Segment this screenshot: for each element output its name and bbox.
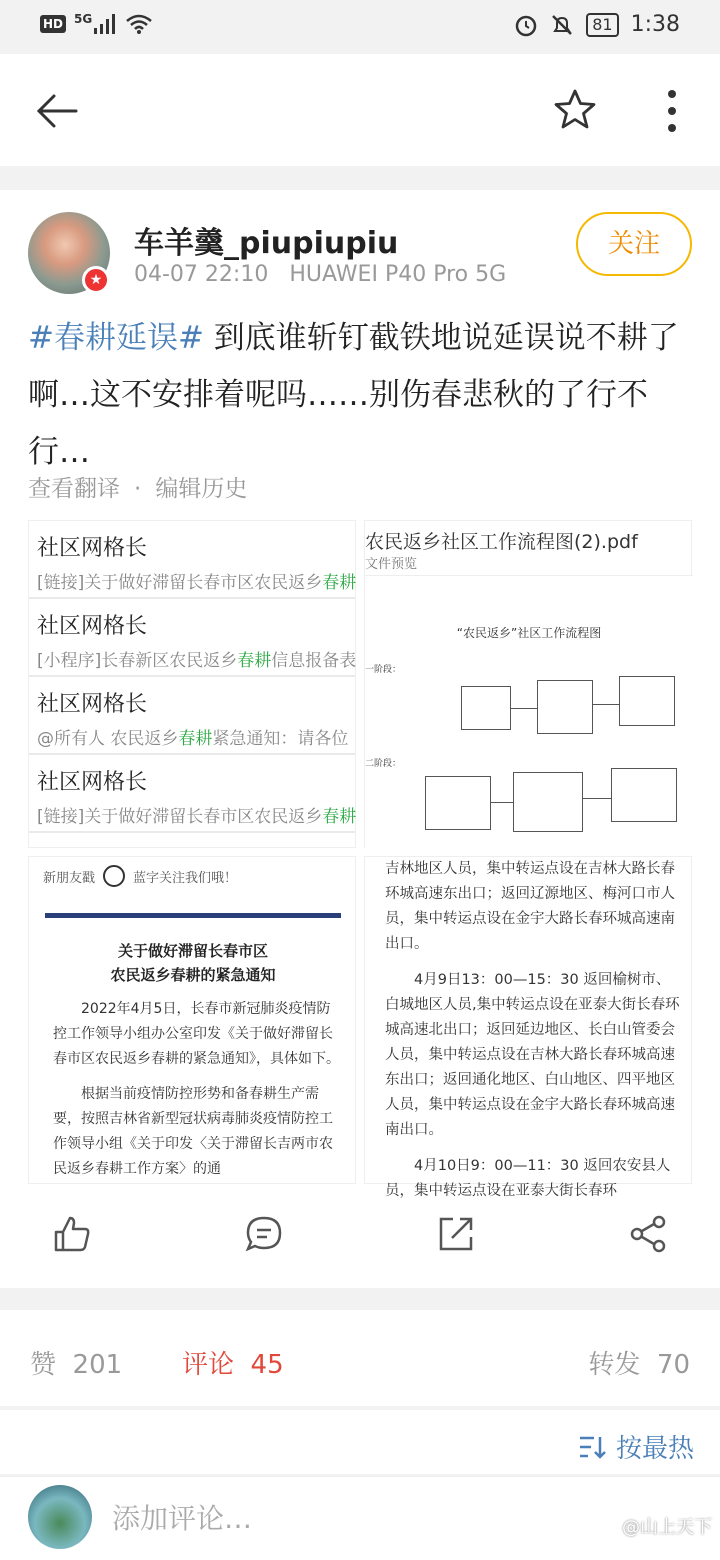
- chat-name: 社区网格长: [37, 614, 148, 639]
- likes-count: 201: [72, 1350, 123, 1380]
- comment-input[interactable]: 添加评论…: [112, 1502, 253, 1535]
- stage-label: 一阶段：: [365, 665, 402, 675]
- article-header-text: 新朋友戳: [43, 870, 96, 886]
- star-icon[interactable]: [552, 86, 598, 132]
- post-image-2[interactable]: [364, 520, 692, 848]
- translate-link[interactable]: 查看翻译: [28, 476, 120, 502]
- post-stats: [0, 1310, 720, 1406]
- chat-name: 社区网格长: [37, 692, 148, 717]
- hd-icon: HD: [40, 15, 66, 33]
- chat-name: 社区网格长: [37, 536, 148, 561]
- alarm-icon: [514, 13, 538, 37]
- battery-indicator: 81: [586, 13, 618, 37]
- clock: 1:38: [630, 12, 680, 37]
- post-actions: [0, 1200, 720, 1270]
- comment-bar: [0, 1476, 720, 1560]
- hashtag-link[interactable]: #春耕延误#: [28, 320, 204, 356]
- wifi-icon: [126, 14, 152, 34]
- username[interactable]: 车羊羹_piupiupiu: [134, 226, 399, 261]
- comments-tab[interactable]: [182, 1344, 284, 1381]
- article-divider: [45, 913, 341, 918]
- chat-message: [37, 724, 347, 749]
- chat-message-tail: 紧急通知：请各位: [212, 729, 349, 749]
- chat-item: [29, 599, 355, 677]
- flow-box: [513, 772, 583, 832]
- flow-box: [619, 676, 675, 726]
- reposts-label: 转发: [588, 1350, 641, 1380]
- flow-box: [425, 776, 491, 830]
- chat-message: [37, 568, 357, 593]
- reposts-tab[interactable]: [588, 1344, 690, 1381]
- watermark: @山上天下: [622, 1517, 712, 1538]
- article-header: [43, 865, 237, 887]
- comment-icon[interactable]: [244, 1214, 284, 1254]
- post-card: [0, 190, 720, 1288]
- post-device: HUAWEI P40 Pro 5G: [289, 262, 507, 287]
- article-header-text-2: 蓝字关注我们哦！: [133, 870, 238, 886]
- pdf-title: 农民返乡社区工作流程图(2).pdf: [365, 531, 638, 553]
- sort-label: 按最热: [615, 1434, 694, 1464]
- more-options-icon[interactable]: [660, 88, 684, 134]
- flow-arrow: [491, 802, 513, 803]
- likes-tab[interactable]: [30, 1344, 122, 1381]
- flow-box: [537, 680, 593, 734]
- post-image-4[interactable]: [364, 856, 692, 1199]
- like-icon[interactable]: [52, 1214, 92, 1254]
- flow-box: [611, 768, 677, 822]
- article-paragraph: 根据当前疫情防控形势和备春耕生产需要，按照吉林省新型冠状病毒肺炎疫情防控工作领导小组《关于印发〈关于滞留长吉两市农民返乡春耕工作方案〉的通: [53, 1086, 333, 1177]
- image-grid: [28, 520, 692, 1199]
- likes-label: 赞: [30, 1350, 57, 1380]
- chat-highlight: 春耕: [322, 807, 357, 827]
- chat-item: [29, 755, 355, 833]
- chat-message-text: @所有人 农民返乡: [37, 729, 179, 749]
- share-icon[interactable]: [628, 1214, 668, 1254]
- article-title-line: 农民返乡春耕的紧急通知: [110, 966, 276, 984]
- post-text: [28, 310, 698, 481]
- verified-badge-icon: ★: [82, 266, 110, 294]
- back-arrow-icon[interactable]: [34, 88, 80, 134]
- chat-message-text: [小程序]长春新区农民返乡: [37, 651, 238, 671]
- signal-icon: [94, 14, 118, 34]
- reposts-count: 70: [656, 1350, 690, 1380]
- chat-message: [37, 646, 357, 671]
- sort-bar: [0, 1410, 720, 1474]
- flow-arrow: [583, 798, 611, 799]
- pdf-heading: “农民返乡”社区工作流程图: [456, 626, 602, 640]
- notice-paragraph: 4月10日9：00—11：30 返回农安县人员，集中转运点设在亚泰大街长春环: [385, 1158, 671, 1199]
- chat-message-text: [链接]关于做好滞留长春市区农民返乡: [37, 807, 323, 827]
- follow-button[interactable]: 关注: [576, 212, 692, 276]
- pdf-page: [365, 575, 693, 849]
- chat-message: [37, 802, 357, 827]
- stage-label: 二阶段：: [365, 759, 402, 769]
- post-image-1[interactable]: [28, 520, 356, 848]
- power-icon: [103, 865, 125, 887]
- post-body: 到底谁斩钉截铁地说延误说不耕了啊…这不安排着呢吗……别伤春悲秋的了行不行…: [28, 320, 679, 470]
- link-separator: ·: [134, 476, 142, 502]
- share-external-icon[interactable]: [436, 1214, 476, 1254]
- chat-name: 社区网格长: [37, 770, 148, 795]
- article-body: [53, 997, 341, 1192]
- article-title: [45, 939, 341, 987]
- chat-message-tail: 信息报备表: [271, 651, 357, 671]
- sort-button[interactable]: [578, 1428, 694, 1465]
- signal-label: 5G: [74, 12, 93, 26]
- article-paragraph: 2022年4月5日，长春市新冠肺炎疫情防控工作领导小组办公室印发《关于做好滞留长春市区农民返乡春耕的紧急通知》，具体如下。: [53, 1001, 340, 1067]
- sort-icon: [578, 1435, 608, 1459]
- my-avatar: [28, 1485, 92, 1549]
- post-time: 04-07 22:10: [134, 262, 269, 287]
- chat-message-text: [链接]关于做好滞留长春市区农民返乡: [37, 573, 323, 593]
- chat-item: [29, 521, 355, 599]
- chat-highlight: 春耕: [237, 651, 272, 671]
- chat-highlight: 春耕: [178, 729, 213, 749]
- post-links: [28, 470, 247, 503]
- edit-history-link[interactable]: 编辑历史: [155, 476, 248, 502]
- flow-arrow: [593, 704, 619, 705]
- pdf-subtitle: 文件预览: [365, 557, 418, 572]
- notice-paragraph: 4月9日13：00—15：30 返回榆树市、白城地区人员,集中转运点设在亚泰大街长春环城高速北出口；返回延边地区、长白山管委会人员，集中转运点设在吉林大路长春环城高速东出口；返回通化地区、白山地区、四平地区人员，集中转运点设在金宇大路长春环城高速南出口。: [385, 972, 680, 1138]
- post-image-3[interactable]: [28, 856, 356, 1184]
- flow-box: [461, 686, 511, 730]
- article-title-line: 关于做好滞留长春市区: [117, 942, 268, 960]
- top-bar: [0, 54, 720, 166]
- flow-arrow: [511, 708, 537, 709]
- mute-bell-icon: [550, 13, 574, 37]
- notice-paragraph: 吉林地区人员，集中转运点设在吉林大路长春环城高速东出口；返回辽源地区、梅河口市人员，集中转运点设在金宇大路长春环城高速南出口。: [385, 861, 675, 952]
- comments-count: 45: [250, 1350, 284, 1380]
- status-bar: [0, 0, 720, 54]
- chat-highlight: 春耕: [322, 573, 357, 593]
- comments-label: 评论: [182, 1350, 235, 1380]
- chat-item: [29, 677, 355, 755]
- notice-body: [385, 857, 681, 1215]
- post-meta: [134, 262, 506, 287]
